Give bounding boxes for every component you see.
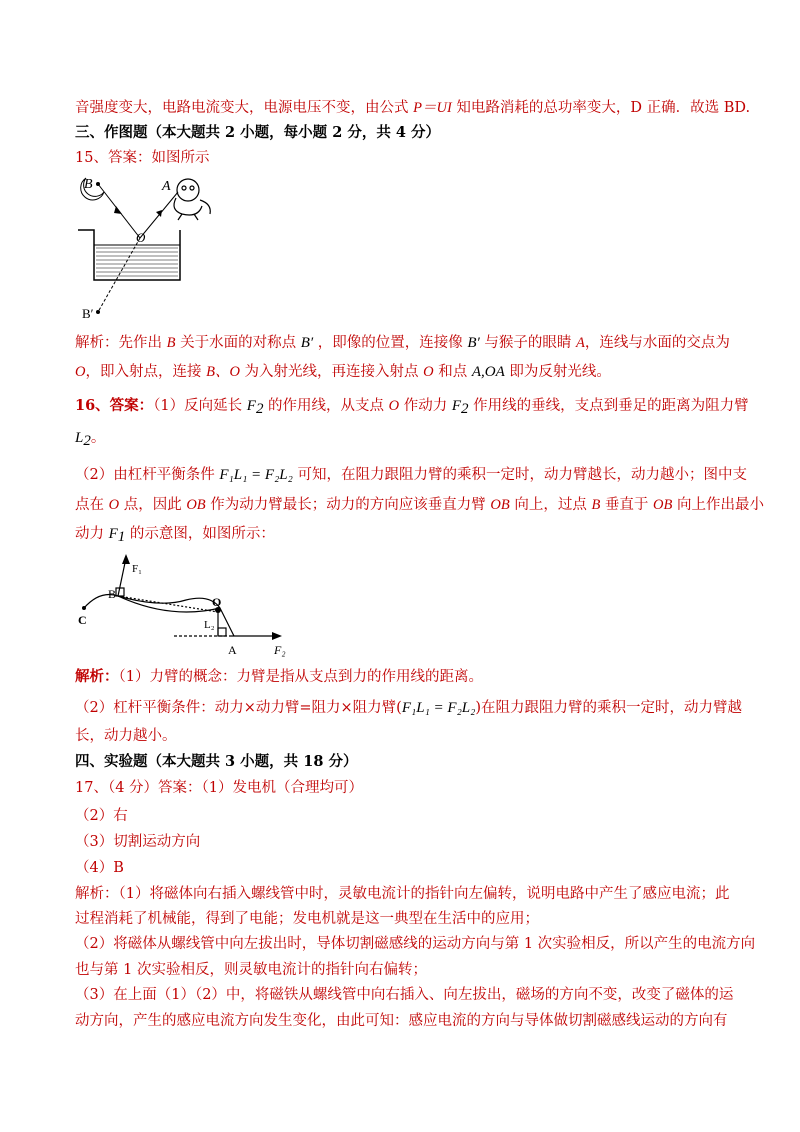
q17-explanation-1: 解析：（1）将磁体向右插入螺线管中时，灵敏电流计的指针向左偏转，说明电路中产生了感应电流；此: [75, 886, 730, 902]
text: 音强度变大，电路电流变大，电源电压不变，由公式: [75, 100, 414, 116]
q16-answer-line2: （2）由杠杆平衡条件 F₁L₁ = F₂L₂ 可知，在阻力跟阻力臂的乘积一定时，动力臂越长，动力越小；图中支: [75, 467, 747, 483]
q16-explanation-line3: 长，动力越小。: [75, 728, 177, 744]
label-O: O: [136, 230, 146, 245]
section-heading: 四、实验题（本大题共 3 小题，共 18 分）: [75, 753, 358, 770]
q17-explanation-5: （3）在上面（1）（2）中，将磁铁从螺线管中向右插入、向左拔出，磁场的方向不变，改变了磁体的运: [75, 987, 734, 1003]
label-A: A: [162, 179, 171, 194]
text-line: [75, 98, 750, 118]
q15-explanation-line1: 解析：先作出 B 关于水面的对称点 B′ ，即像的位置，连接像 B′ 与猴子的眼睛 A，连线与水面的交点为: [75, 335, 730, 351]
q16-answer-line3: 点在 O 点，因此 OB 作为动力臂最长；动力的方向应该垂直力臂 OB 向上，过点 B 垂直于 OB 向上作出最小: [75, 497, 764, 513]
label-B: B: [84, 177, 93, 192]
q17-explanation-3: （2）将磁体从螺线管中向左拔出时，导体切割磁感线的运动方向与第 1 次实验相反，所以产生的电流方向: [75, 936, 756, 952]
q17-answer-4: （4）B: [75, 860, 124, 876]
q15-figure: [70, 170, 230, 322]
q17-answer-2: （2）右: [75, 808, 128, 824]
q17-answer-3: （3）切割运动方向: [75, 834, 201, 850]
label-B-prime: B′: [82, 306, 94, 321]
q16-lever-figure: [70, 550, 300, 660]
q16-answer-line1: 16、答案：（1）反向延长 $F_2$ 的作用线，从支点 O 作动力 $F_2$ 作用线的垂线，支点到垂足的距离为阻力臂: [75, 397, 749, 417]
label-O: O: [212, 595, 222, 609]
q17-explanation-2: 过程消耗了机械能，得到了电能；发电机就是这一典型在生活中的应用；: [75, 911, 539, 927]
q16-explanation-line1: 解析：（1）力臂的概念：力臂是指从支点到力的作用线的距离。: [75, 668, 483, 685]
q16-answer-line1b: $L_2$。: [75, 430, 106, 449]
q15-explanation-line2: O，即入射点，连接 B、O 为入射光线，再连接入射点 O 和点 A,OA 即为反射光线。: [75, 364, 611, 380]
label-B: B: [108, 587, 117, 601]
section-heading: 三、作图题（本大题共 2 小题，每小题 2 分，共 4 分）: [75, 124, 441, 141]
q15-answer: 15、答案：如图所示: [75, 150, 210, 166]
label-F2: F₂: [274, 643, 286, 657]
q16-answer-line4: 动力 $F_1$ 的示意图，如图所示：: [75, 526, 275, 545]
q17-answer: 17、（4 分）答案：（1）发电机（合理均可）: [75, 780, 364, 796]
label-A: A: [228, 643, 237, 657]
text: 知电路消耗的总功率变大，D 正确．故选 BD.: [451, 100, 751, 116]
label-F1: F₁: [132, 563, 142, 575]
label-L2: L₂: [204, 619, 215, 631]
q17-explanation-6: 动方向，产生的感应电流方向发生变化，由此可知：感应电流的方向与导体做切割磁感线运动的方向有: [75, 1013, 728, 1029]
q17-explanation-4: 也与第 1 次实验相反，则灵敏电流计的指针向右偏转；: [75, 962, 427, 978]
q16-explanation-line2: （2）杠杆平衡条件：动力×动力臂=阻力×阻力臂(F₁L₁ = F₂L₂)在阻力跟阻力臂的乘积一定时，动力臂越: [75, 700, 742, 716]
label-C: C: [78, 613, 87, 627]
formula: P＝UI: [413, 100, 452, 116]
